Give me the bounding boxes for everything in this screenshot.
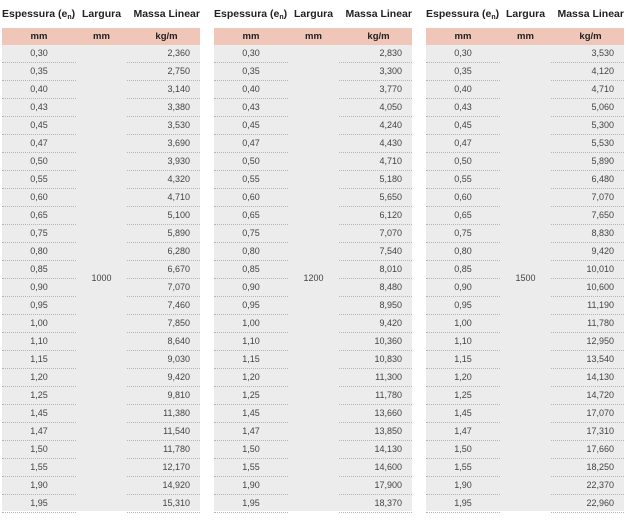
header-massa: Massa Linear	[345, 8, 412, 20]
cell-massa: 5,530	[551, 135, 624, 153]
cell-espessura: 1,25	[426, 387, 500, 405]
cell-espessura: 1,90	[2, 477, 76, 495]
cell-massa: 6,480	[551, 171, 624, 189]
unit-largura: mm	[305, 31, 322, 42]
cell-espessura: 0,47	[214, 135, 288, 153]
cell-espessura: 0,43	[214, 99, 288, 117]
cell-massa: 7,540	[339, 243, 412, 261]
cell-espessura: 1,45	[426, 405, 500, 423]
largura-value: 1500	[515, 273, 536, 283]
unit-espessura: mm	[242, 31, 260, 42]
header-espessura-close: )	[71, 7, 76, 20]
cell-espessura: 1,25	[2, 387, 76, 405]
cell-massa: 7,070	[339, 225, 412, 243]
cell-massa: 22,960	[551, 495, 624, 513]
table-body	[426, 45, 624, 511]
cell-espessura: 1,45	[214, 405, 288, 423]
header-espessura-close: )	[283, 7, 288, 20]
cell-massa: 4,710	[551, 81, 624, 99]
cell-espessura: 0,47	[426, 135, 500, 153]
header-espessura-label: Espessura (e	[214, 7, 280, 20]
cell-massa: 17,660	[551, 441, 624, 459]
cell-espessura: 0,55	[214, 171, 288, 189]
cell-espessura: 1,45	[2, 405, 76, 423]
largura-value: 1000	[91, 273, 112, 283]
cell-massa: 10,830	[339, 351, 412, 369]
cell-espessura: 0,65	[2, 207, 76, 225]
cell-espessura: 0,35	[214, 63, 288, 81]
cell-espessura: 0,90	[2, 279, 76, 297]
cell-massa: 14,720	[551, 387, 624, 405]
unit-espessura: mm	[30, 31, 48, 42]
cell-massa: 11,300	[339, 369, 412, 387]
cell-massa: 11,780	[339, 387, 412, 405]
header-espessura-sub: n	[491, 13, 496, 21]
header-massa: Massa Linear	[133, 8, 200, 20]
cell-espessura: 0,45	[214, 117, 288, 135]
header-largura: Largura	[81, 8, 122, 20]
cell-espessura: 0,40	[214, 81, 288, 99]
cell-espessura: 1,00	[2, 315, 76, 333]
cell-massa: 5,890	[127, 225, 200, 243]
cell-massa: 22,370	[551, 477, 624, 495]
cell-espessura: 0,43	[2, 99, 76, 117]
cell-massa: 4,120	[551, 63, 624, 81]
cell-massa: 4,430	[339, 135, 412, 153]
cell-massa: 13,850	[339, 423, 412, 441]
cell-massa: 8,480	[339, 279, 412, 297]
cell-espessura: 1,00	[426, 315, 500, 333]
cell-espessura: 0,75	[214, 225, 288, 243]
cell-massa: 10,010	[551, 261, 624, 279]
cell-espessura: 1,47	[214, 423, 288, 441]
cell-espessura: 1,90	[214, 477, 288, 495]
table-body	[2, 45, 200, 511]
cell-espessura: 0,85	[426, 261, 500, 279]
cell-massa: 9,810	[127, 387, 200, 405]
cell-massa: 11,780	[127, 441, 200, 459]
cell-espessura: 1,47	[2, 423, 76, 441]
cell-massa: 11,540	[127, 423, 200, 441]
cell-massa: 6,120	[339, 207, 412, 225]
header-largura: Largura	[293, 8, 334, 20]
cell-espessura: 0,85	[214, 261, 288, 279]
cell-espessura: 1,95	[214, 495, 288, 513]
cell-espessura: 1,20	[2, 369, 76, 387]
cell-massa: 8,950	[339, 297, 412, 315]
cell-espessura: 1,95	[426, 495, 500, 513]
cell-massa: 5,100	[127, 207, 200, 225]
cell-espessura: 0,40	[426, 81, 500, 99]
cell-espessura: 0,65	[214, 207, 288, 225]
cell-espessura: 0,80	[426, 243, 500, 261]
unit-espessura: mm	[454, 31, 472, 42]
cell-massa: 4,240	[339, 117, 412, 135]
cell-espessura: 0,43	[426, 99, 500, 117]
cell-massa: 14,600	[339, 459, 412, 477]
cell-espessura: 0,75	[426, 225, 500, 243]
cell-espessura: 1,55	[2, 459, 76, 477]
cell-massa: 5,650	[339, 189, 412, 207]
cell-massa: 3,530	[127, 117, 200, 135]
cell-espessura: 1,15	[426, 351, 500, 369]
cell-espessura: 0,30	[426, 45, 500, 63]
cell-massa: 10,360	[339, 333, 412, 351]
cell-espessura: 0,60	[214, 189, 288, 207]
cell-massa: 6,670	[127, 261, 200, 279]
cell-massa: 11,190	[551, 297, 624, 315]
cell-massa: 18,250	[551, 459, 624, 477]
cell-massa: 9,420	[551, 243, 624, 261]
cell-massa: 7,650	[551, 207, 624, 225]
cell-espessura: 0,75	[2, 225, 76, 243]
cell-espessura: 0,60	[2, 189, 76, 207]
cell-massa: 15,310	[127, 495, 200, 513]
cell-espessura: 0,80	[2, 243, 76, 261]
units-row	[2, 28, 200, 45]
cell-massa: 9,420	[339, 315, 412, 333]
unit-massa: kg/m	[367, 31, 390, 42]
cell-massa: 10,600	[551, 279, 624, 297]
spec-table-1	[214, 0, 412, 511]
table-header	[214, 0, 412, 28]
cell-massa: 7,070	[127, 279, 200, 297]
cell-massa: 13,540	[551, 351, 624, 369]
cell-massa: 5,180	[339, 171, 412, 189]
cell-massa: 2,830	[339, 45, 412, 63]
cell-espessura: 1,20	[214, 369, 288, 387]
header-espessura-sub: n	[279, 13, 284, 21]
cell-espessura: 0,45	[2, 117, 76, 135]
cell-massa: 3,770	[339, 81, 412, 99]
cell-massa: 3,530	[551, 45, 624, 63]
cell-espessura: 0,80	[214, 243, 288, 261]
cell-espessura: 1,15	[2, 351, 76, 369]
cell-espessura: 1,50	[426, 441, 500, 459]
cell-espessura: 1,10	[426, 333, 500, 351]
cell-massa: 17,070	[551, 405, 624, 423]
cell-massa: 12,950	[551, 333, 624, 351]
largura-value: 1200	[303, 273, 324, 283]
cell-espessura: 1,10	[2, 333, 76, 351]
table-header	[2, 0, 200, 28]
cell-espessura: 1,20	[426, 369, 500, 387]
cell-massa: 5,890	[551, 153, 624, 171]
cell-massa: 17,310	[551, 423, 624, 441]
unit-massa: kg/m	[579, 31, 602, 42]
header-espessura	[2, 8, 76, 21]
cell-espessura: 0,47	[2, 135, 76, 153]
cell-espessura: 1,90	[426, 477, 500, 495]
cell-espessura: 0,30	[2, 45, 76, 63]
cell-espessura: 0,60	[426, 189, 500, 207]
cell-espessura: 0,50	[214, 153, 288, 171]
cell-espessura: 1,55	[426, 459, 500, 477]
cell-espessura: 0,30	[214, 45, 288, 63]
cell-espessura: 0,45	[426, 117, 500, 135]
cell-espessura: 0,50	[426, 153, 500, 171]
cell-massa: 14,130	[551, 369, 624, 387]
cell-massa: 7,070	[551, 189, 624, 207]
cell-massa: 3,930	[127, 153, 200, 171]
cell-massa: 11,780	[551, 315, 624, 333]
cell-massa: 6,280	[127, 243, 200, 261]
cell-massa: 9,030	[127, 351, 200, 369]
cell-massa: 8,830	[551, 225, 624, 243]
cell-massa: 2,750	[127, 63, 200, 81]
cell-massa: 3,300	[339, 63, 412, 81]
cell-massa: 14,920	[127, 477, 200, 495]
cell-massa: 4,320	[127, 171, 200, 189]
cell-espessura: 0,95	[214, 297, 288, 315]
cell-espessura: 0,85	[2, 261, 76, 279]
cell-massa: 14,130	[339, 441, 412, 459]
cell-espessura: 0,40	[2, 81, 76, 99]
cell-espessura: 0,65	[426, 207, 500, 225]
cell-massa: 4,710	[339, 153, 412, 171]
spec-table-0	[2, 0, 200, 511]
cell-espessura: 1,95	[2, 495, 76, 513]
cell-espessura: 0,95	[2, 297, 76, 315]
cell-massa: 4,050	[339, 99, 412, 117]
cell-massa: 18,370	[339, 495, 412, 513]
cell-espessura: 1,47	[426, 423, 500, 441]
cell-espessura: 0,35	[426, 63, 500, 81]
cell-espessura: 0,35	[2, 63, 76, 81]
spec-table-2	[426, 0, 624, 511]
cell-massa: 13,660	[339, 405, 412, 423]
header-espessura-close: )	[495, 7, 500, 20]
cell-espessura: 1,25	[214, 387, 288, 405]
header-massa: Massa Linear	[557, 8, 624, 20]
cell-massa: 7,460	[127, 297, 200, 315]
units-row	[214, 28, 412, 45]
cell-espessura: 0,90	[426, 279, 500, 297]
cell-espessura: 0,50	[2, 153, 76, 171]
cell-massa: 2,360	[127, 45, 200, 63]
cell-espessura: 0,55	[426, 171, 500, 189]
cell-massa: 3,380	[127, 99, 200, 117]
cell-massa: 5,300	[551, 117, 624, 135]
unit-massa: kg/m	[155, 31, 178, 42]
cell-massa: 4,710	[127, 189, 200, 207]
unit-largura: mm	[93, 31, 110, 42]
cell-massa: 5,060	[551, 99, 624, 117]
cell-massa: 9,420	[127, 369, 200, 387]
cell-massa: 11,380	[127, 405, 200, 423]
header-largura: Largura	[505, 8, 546, 20]
table-body	[214, 45, 412, 511]
units-row	[426, 28, 624, 45]
header-espessura-label: Espessura (e	[426, 7, 492, 20]
cell-espessura: 0,90	[214, 279, 288, 297]
cell-espessura: 1,55	[214, 459, 288, 477]
cell-massa: 7,850	[127, 315, 200, 333]
cell-massa: 3,140	[127, 81, 200, 99]
cell-massa: 3,690	[127, 135, 200, 153]
cell-espessura: 1,10	[214, 333, 288, 351]
cell-espessura: 1,50	[214, 441, 288, 459]
table-header	[426, 0, 624, 28]
header-espessura-sub: n	[67, 13, 72, 21]
cell-espessura: 1,00	[214, 315, 288, 333]
cell-espessura: 1,15	[214, 351, 288, 369]
header-espessura-label: Espessura (e	[2, 7, 68, 20]
cell-espessura: 1,50	[2, 441, 76, 459]
unit-largura: mm	[517, 31, 534, 42]
header-espessura	[214, 8, 288, 21]
cell-massa: 17,900	[339, 477, 412, 495]
cell-massa: 12,170	[127, 459, 200, 477]
cell-espessura: 0,55	[2, 171, 76, 189]
cell-espessura: 0,95	[426, 297, 500, 315]
cell-massa: 8,640	[127, 333, 200, 351]
header-espessura	[426, 8, 500, 21]
cell-massa: 8,010	[339, 261, 412, 279]
